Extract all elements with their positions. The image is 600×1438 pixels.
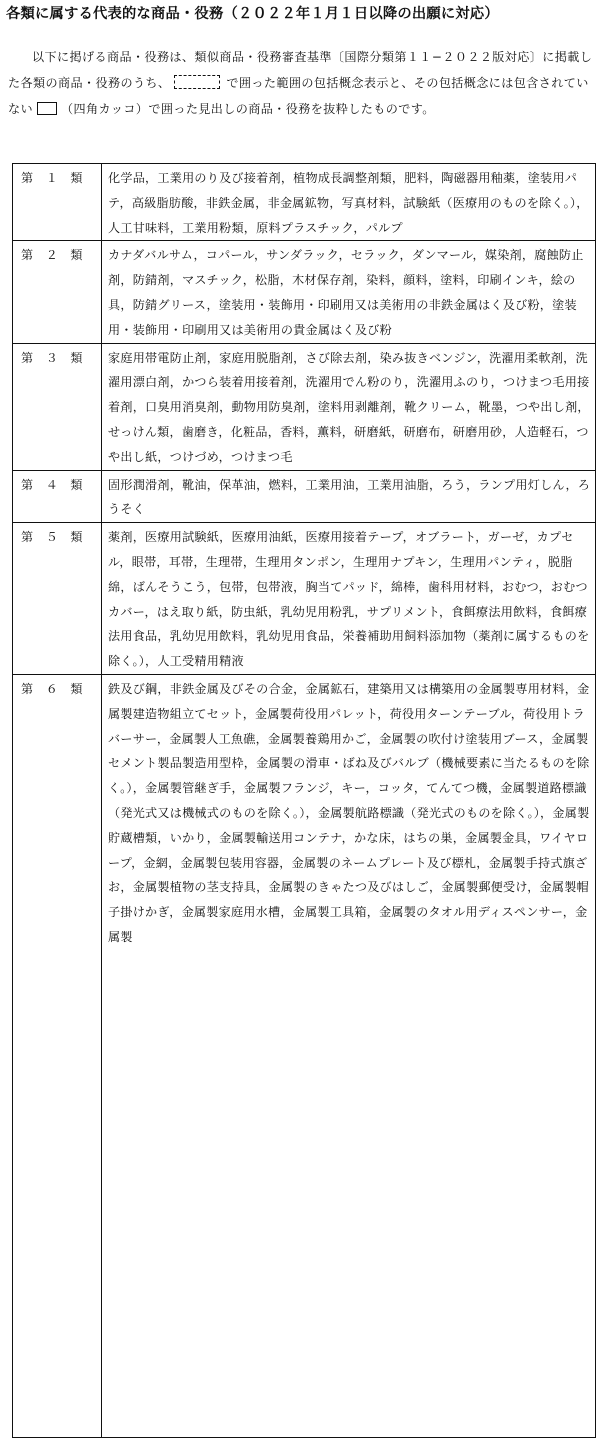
intro-text (8, 44, 594, 122)
class-goods: 家庭用帯電防止剤，家庭用脱脂剤，さび除去剤，染み抜きベンジン，洗濯用柔軟剤，洗濯用漂白剤，かつら装着用接着剤，洗濯用でん粉のり，洗濯用ふのり，つけまつ毛用接着剤，口臭用消臭剤，動物用防臭剤，塗料用剥離剤，靴クリーム，靴墨，つや出し剤，せっけん類，歯磨き，化粧品，香料，薫料，研磨紙，研磨布，研磨用砂，人造軽石，つや出し紙，つけづめ，つけまつ毛 (102, 343, 596, 470)
class-label: 第 １ 類 (13, 164, 102, 241)
class-label: 第 ３ 類 (13, 343, 102, 470)
class-goods: 化学品，工業用のり及び接着剤，植物成長調整剤類，肥料，陶磁器用釉薬，塗装用パテ，高級脂肪酸，非鉄金属，非金属鉱物，写真材料，試験紙（医療用のものを除く。），人工甘味料，工業用粉類，原料プラスチック，パルプ (102, 164, 596, 241)
class-label: 第 ２ 類 (13, 241, 102, 343)
intro-paragraph (8, 44, 594, 122)
table-row-class-4 (13, 470, 596, 523)
intro-text-part1: 以下に掲げる商品・役務は、類似商品・役務審査基準〔国際分類第１１−２０２２版対応〕に掲載した各類の商品・役務のうち、 (8, 50, 593, 90)
table-row-class-2 (13, 241, 596, 343)
table-row-class-1 (13, 164, 596, 241)
intro-text-part3: （四角カッコ）で囲った見出しの商品・役務を抜粋したものです。 (61, 102, 435, 116)
class-goods: 固形潤滑剤，靴油，保革油，燃料，工業用油，工業用油脂，ろう，ランプ用灯しん，ろうそく (102, 470, 596, 523)
square-box-icon (37, 102, 57, 115)
table-row-class-3 (13, 343, 596, 470)
class-goods: 鉄及び鋼，非鉄金属及びその合金，金属鉱石，建築用又は構築用の金属製専用材料，金属製建造物組立てセット，金属製荷役用パレット，荷役用ターンテーブル，荷役用トラバーサー，金属製人工魚礁，金属製養鶏用かご，金属製の吹付け塗装用ブース，金属製セメント製品製造用型枠，金属製の滑車・ばね及びバルブ（機械要素に当たるものを除く。），金属製管継ぎ手，金属製フランジ，キー，コッタ，てんてつ機，金属製道路標識（発光式又は機械式のものを除く。），金属製航路標識（発光式のものを除く。），金属製貯蔵槽類，いかり，金属製輸送用コンテナ，かな床，はちの巣，金属製金具，ワイヤロープ，金網，金属製包装用容器，金属製のネームプレート及び標札，金属製手持式旗ざお，金属製植物の茎支持具，金属製のきゃたつ及びはしご，金属製郵便受け，金属製帽子掛けかぎ，金属製家庭用水槽，金属製工具箱，金属製のタオル用ディスペンサー，金属製 (102, 674, 596, 1437)
table-row-class-6 (13, 674, 596, 1437)
intro-text-part2: で囲った範囲の包括概念表示と、その包括概念には包含されていない (8, 76, 589, 116)
page-title: 各類に属する代表的な商品・役務（２０２２年１月１日以降の出願に対応） (6, 6, 499, 22)
table-row-class-5 (13, 523, 596, 675)
class-label: 第 ４ 類 (13, 470, 102, 523)
class-goods: 薬剤，医療用試験紙，医療用油紙，医療用接着テープ，オブラート，ガーゼ，カプセル，眼帯，耳帯，生理帯，生理用タンポン，生理用ナプキン，生理用パンティ，脱脂綿，ばんそうこう，包帯，包帯液，胸当てパッド，綿棒，歯科用材料，おむつ，おむつカバー，はえ取り紙，防虫紙，乳幼児用粉乳，サプリメント，食餌療法用飲料，食餌療法用食品，乳幼児用飲料，乳幼児用食品，栄養補助用飼料添加物（薬剤に属するものを除く。），人工受精用精液 (102, 523, 596, 675)
class-label: 第 ６ 類 (13, 674, 102, 1437)
class-table (12, 163, 596, 1438)
class-label: 第 ５ 類 (13, 523, 102, 675)
dashed-box-icon (174, 75, 220, 89)
class-goods: カナダバルサム，コパール，サンダラック，セラック，ダンマール，媒染剤，腐蝕防止剤，防錆剤，マスチック，松脂，木材保存剤，染料，顔料，塗料，印刷インキ，絵の具，防錆グリース，塗装用・装飾用・印刷用又は美術用の非鉄金属はく及び粉，塗装用・装飾用・印刷用又は美術用の貴金属はく及び粉 (102, 241, 596, 343)
